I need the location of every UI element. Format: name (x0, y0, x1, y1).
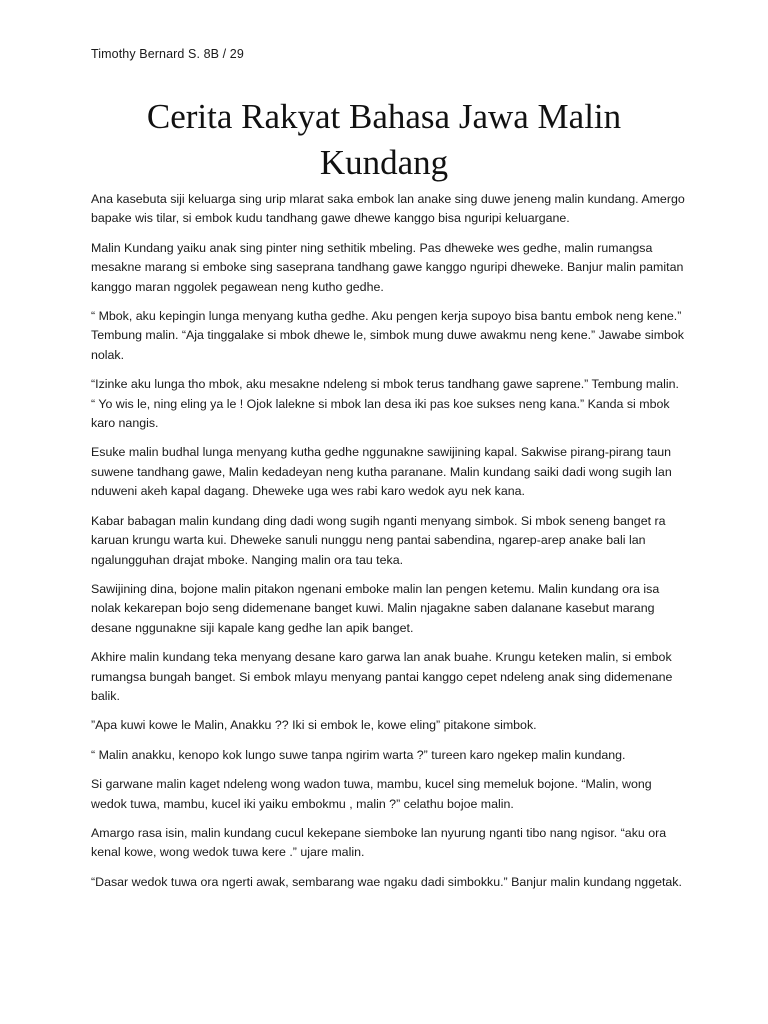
paragraph: Ana kasebuta siji keluarga sing urip mlarat saka embok lan anake sing duwe jeneng malin kundang. Amergo bapake wis tilar, si embok kudu tandhang gawe dhewe kanggo bisa nguripi keluargane. (91, 192, 685, 226)
paragraph: Sawijining dina, bojone malin pitakon ngenani emboke malin lan pengen ketemu. Malin kundang ora isa nolak kekarepan bojo seng didemenane banget kuwi. Malin njagakne saben dalanane kasebut marang desane nggunakne siji kapale kang gedhe lan apik banget. (91, 581, 660, 635)
paragraph: “ Mbok, aku kepingin lunga menyang kutha gedhe. Aku pengen kerja supoyo bisa bantu embok neng kene.” Tembung malin. “Aja tinggalake si mbok dhewe le, simbok mung duwe awakmu neng kene.” Jawabe simbok nolak. (91, 309, 684, 362)
paragraph: ”Apa kuwi kowe le Malin, Anakku ?? Iki si embok le, kowe eling” pitakone simbok. (91, 718, 537, 733)
document-title: Cerita Rakyat Bahasa Jawa Malin Kundang (146, 97, 622, 182)
paragraph: Esuke malin budhal lunga menyang kutha gedhe nggunakne sawijining kapal. Sakwise pirang-pirang taun suwene tandhang gawe, Malin kedadeyan neng kutha paranane. Malin kundang saiki dadi wong sugih lan nduweni akeh kapal dagang. Dheweke uga wes rabi karo wedok ayu nek kana. (91, 445, 672, 499)
paragraph: Malin Kundang yaiku anak sing pinter ning sethitik mbeling. Pas dheweke wes gedhe, malin rumangsa mesakne marang si emboke sing saseprana tandhang gawe kanggo nguripi dheweke. Banjur malin pamitan kanggo maran nggolek pegawean neng kutho gedhe. (91, 240, 684, 294)
paragraph: Si garwane malin kaget ndeleng wong wadon tuwa, mambu, kucel sing memeluk bojone. “Malin, wong wedok tuwa, mambu, kucel iki yaiku embokmu , malin ?” celathu bojoe malin. (91, 777, 652, 811)
paragraph: Amargo rasa isin, malin kundang cucul kekepane siemboke lan nyurung nganti tibo nang ngisor. “aku ora kenal kowe, wong wedok tuwa kere .” ujare malin. (91, 825, 667, 860)
paragraph: Akhire malin kundang teka menyang desane karo garwa lan anak buahe. Krungu keteken malin, si embok rumangsa bungah banget. Si embok mlayu menyang pantai kanggo cepet ndeleng anak sing didemenane balik. (91, 650, 673, 703)
author-line: Timothy Bernard S. 8B / 29 (91, 47, 244, 61)
paragraph: “ Malin anakku, kenopo kok lungo suwe tanpa ngirim warta ?” tureen karo ngekep malin kundang. (91, 747, 626, 762)
paragraph: Kabar babagan malin kundang ding dadi wong sugih nganti menyang simbok. Si mbok seneng banget ra karuan krungu warta kui. Dheweke sanuli nunggu neng pantai sabendina, ngarep-arep anake bali lan ngalungguhan drajat mboke. Nanging malin ora tau teka. (91, 513, 666, 567)
document-body (91, 190, 685, 902)
paragraph: “Izinke aku lunga tho mbok, aku mesakne ndeleng si mbok terus tandhang gawe saprene.” Tembung malin. “ Yo wis le, ning eling ya le ! Ojok lalekne si mbok lan desa iki pas koe sukses neng kana.” Kanda si mbok karo nangis. (91, 377, 679, 431)
paragraph: “Dasar wedok tuwa ora ngerti awak, sembarang wae ngaku dadi simbokku.” Banjur malin kundang nggetak. (91, 874, 682, 889)
